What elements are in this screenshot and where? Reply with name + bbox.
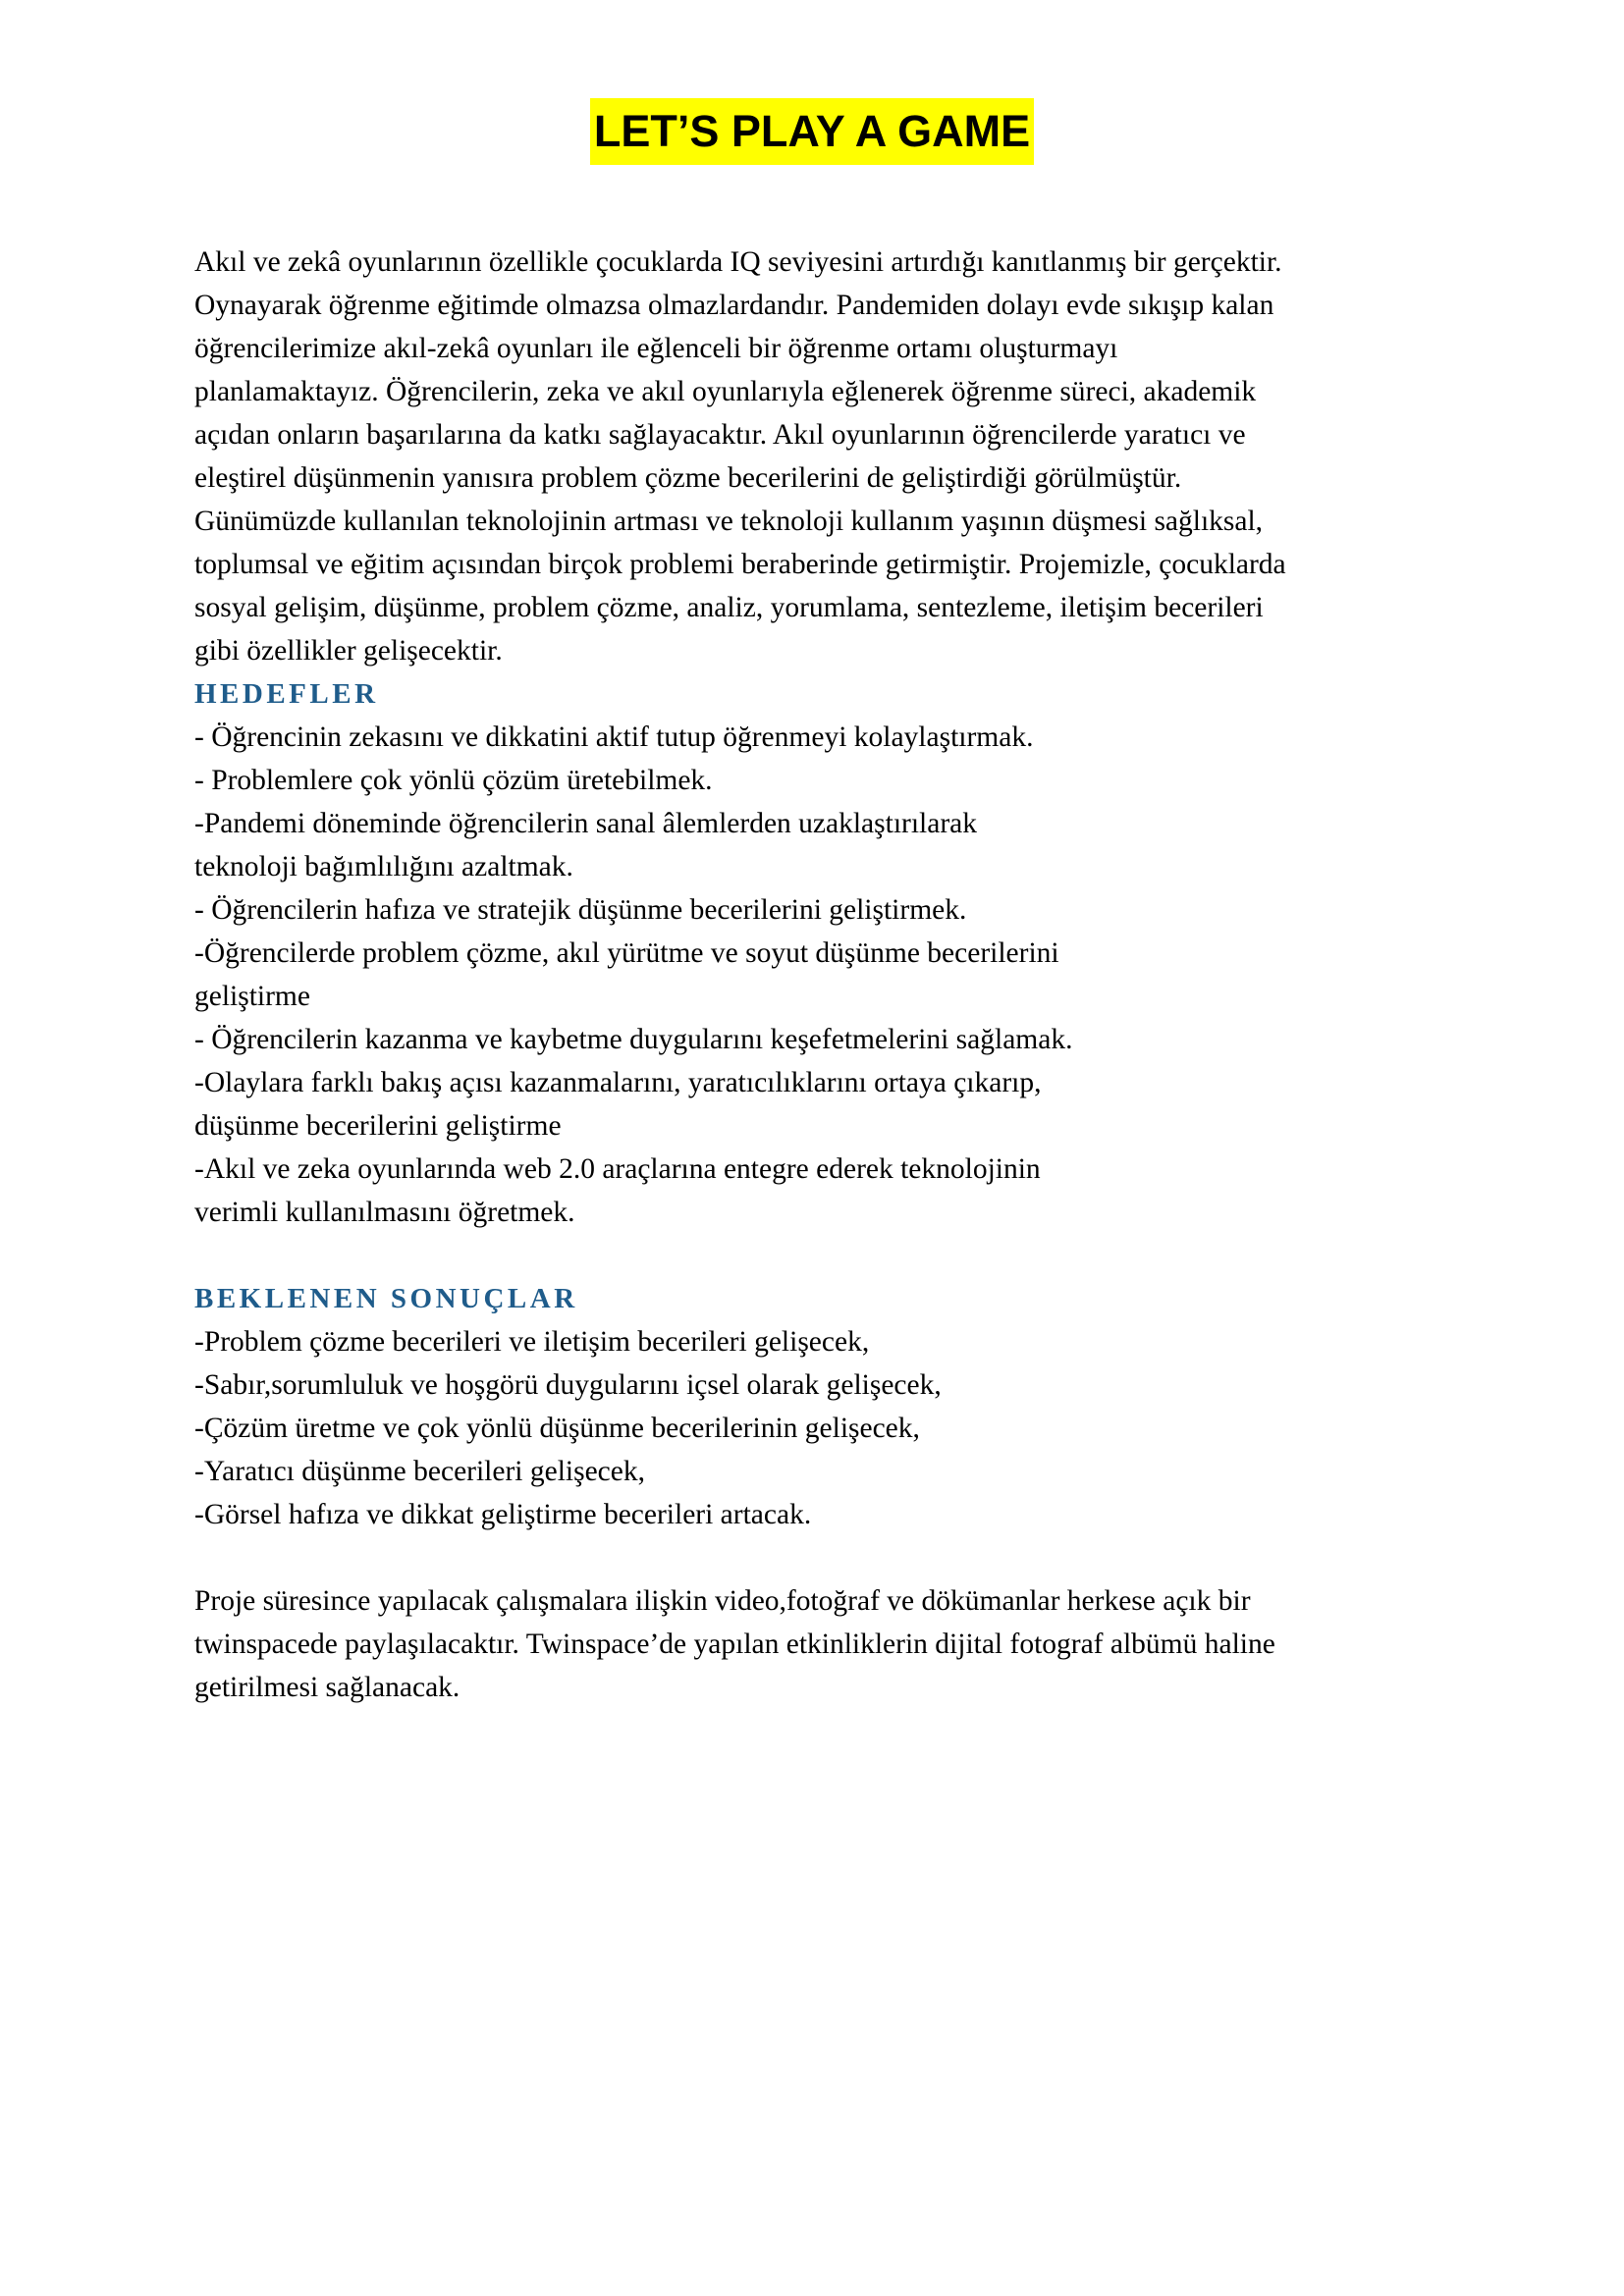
closing-line: getirilmesi sağlanacak. [194,1672,460,1703]
result-line: -Sabır,sorumluluk ve hoşgörü duygularını içsel olarak gelişecek, [194,1369,942,1401]
title-container [0,98,1624,165]
result-line: -Problem çözme becerileri ve iletişim becerileri gelişecek, [194,1326,870,1358]
document-body [194,240,1471,1709]
intro-line: öğrencilerimize akıl-zekâ oyunları ile eğlenceli bir öğrenme ortamı oluşturmayı [194,333,1118,364]
result-line: -Yaratıcı düşünme becerileri gelişecek, [194,1456,645,1487]
closing-paragraph [194,1579,1471,1709]
goal-line: verimli kullanılmasını öğretmek. [194,1197,575,1228]
page-title: LET’S PLAY A GAME [590,98,1034,165]
goal-line: -Öğrencilerde problem çözme, akıl yürütme ve soyut düşünme becerilerini [194,937,1059,969]
goal-line: -Akıl ve zeka oyunlarında web 2.0 araçlarına entegre ederek teknolojinin [194,1153,1041,1185]
intro-paragraph [194,240,1471,672]
intro-line: toplumsal ve eğitim açısından birçok problemi beraberinde getirmiştir. Projemizle, çocuklarda [194,549,1286,580]
goals-list [194,716,1471,1234]
goal-line: -Pandemi döneminde öğrencilerin sanal âlemlerden uzaklaştırılarak [194,808,978,839]
intro-line: gibi özellikler gelişecektir. [194,635,503,667]
goal-line: -Olaylara farklı bakış açısı kazanmalarını, yaratıcılıklarını ortaya çıkarıp, [194,1067,1042,1098]
intro-line: Günümüzde kullanılan teknolojinin artması ve teknoloji kullanım yaşının düşmesi sağlıksal, [194,506,1264,537]
intro-line: açıdan onların başarılarına da katkı sağlayacaktır. Akıl oyunlarının öğrencilerde yaratıcı ve [194,419,1246,451]
closing-line: Proje süresince yapılacak çalışmalara ilişkin video,fotoğraf ve dökümanlar herkese açık bir [194,1585,1251,1617]
goal-line: - Öğrencilerin kazanma ve kaybetme duygularını keşefetmelerini sağlamak. [194,1024,1073,1055]
results-heading: BEKLENEN SONUÇLAR [194,1283,578,1314]
goal-line: teknoloji bağımlılığını azaltmak. [194,851,573,882]
result-line: -Çözüm üretme ve çok yönlü düşünme becerilerinin gelişecek, [194,1413,920,1444]
section-spacer [194,1234,1471,1277]
intro-line: Akıl ve zekâ oyunlarının özellikle çocuklarda IQ seviyesini artırdığı kanıtlanmış bir gerçektir. [194,246,1282,278]
goals-heading: HEDEFLER [194,678,379,710]
goal-line: düşünme becerilerini geliştirme [194,1110,562,1142]
goal-line: - Öğrencilerin hafıza ve stratejik düşünme becerilerini geliştirmek. [194,894,967,926]
goal-line: geliştirme [194,981,310,1012]
closing-line: twinspacede paylaşılacaktır. Twinspace’de yapılan etkinliklerin dijital fotograf albümü haline [194,1629,1275,1660]
intro-line: planlamaktayız. Öğrencilerin, zeka ve akıl oyunlarıyla eğlenerek öğrenme süreci, akademik [194,376,1257,407]
results-list [194,1320,1471,1536]
section-spacer [194,1536,1471,1579]
goal-line: - Problemlere çok yönlü çözüm üretebilmek. [194,765,713,796]
goal-line: - Öğrencinin zekasını ve dikkatini aktif tutup öğrenmeyi kolaylaştırmak. [194,721,1034,753]
intro-line: sosyal gelişim, düşünme, problem çözme, analiz, yorumlama, sentezleme, iletişim becerileri [194,592,1264,623]
intro-line: Oynayarak öğrenme eğitimde olmazsa olmazlardandır. Pandemiden dolayı evde sıkışıp kalan [194,290,1274,321]
result-line: -Görsel hafıza ve dikkat geliştirme becerileri artacak. [194,1499,812,1530]
intro-line: eleştirel düşünmenin yanısıra problem çözme becerilerini de geliştirdiği görülmüştür. [194,462,1182,494]
